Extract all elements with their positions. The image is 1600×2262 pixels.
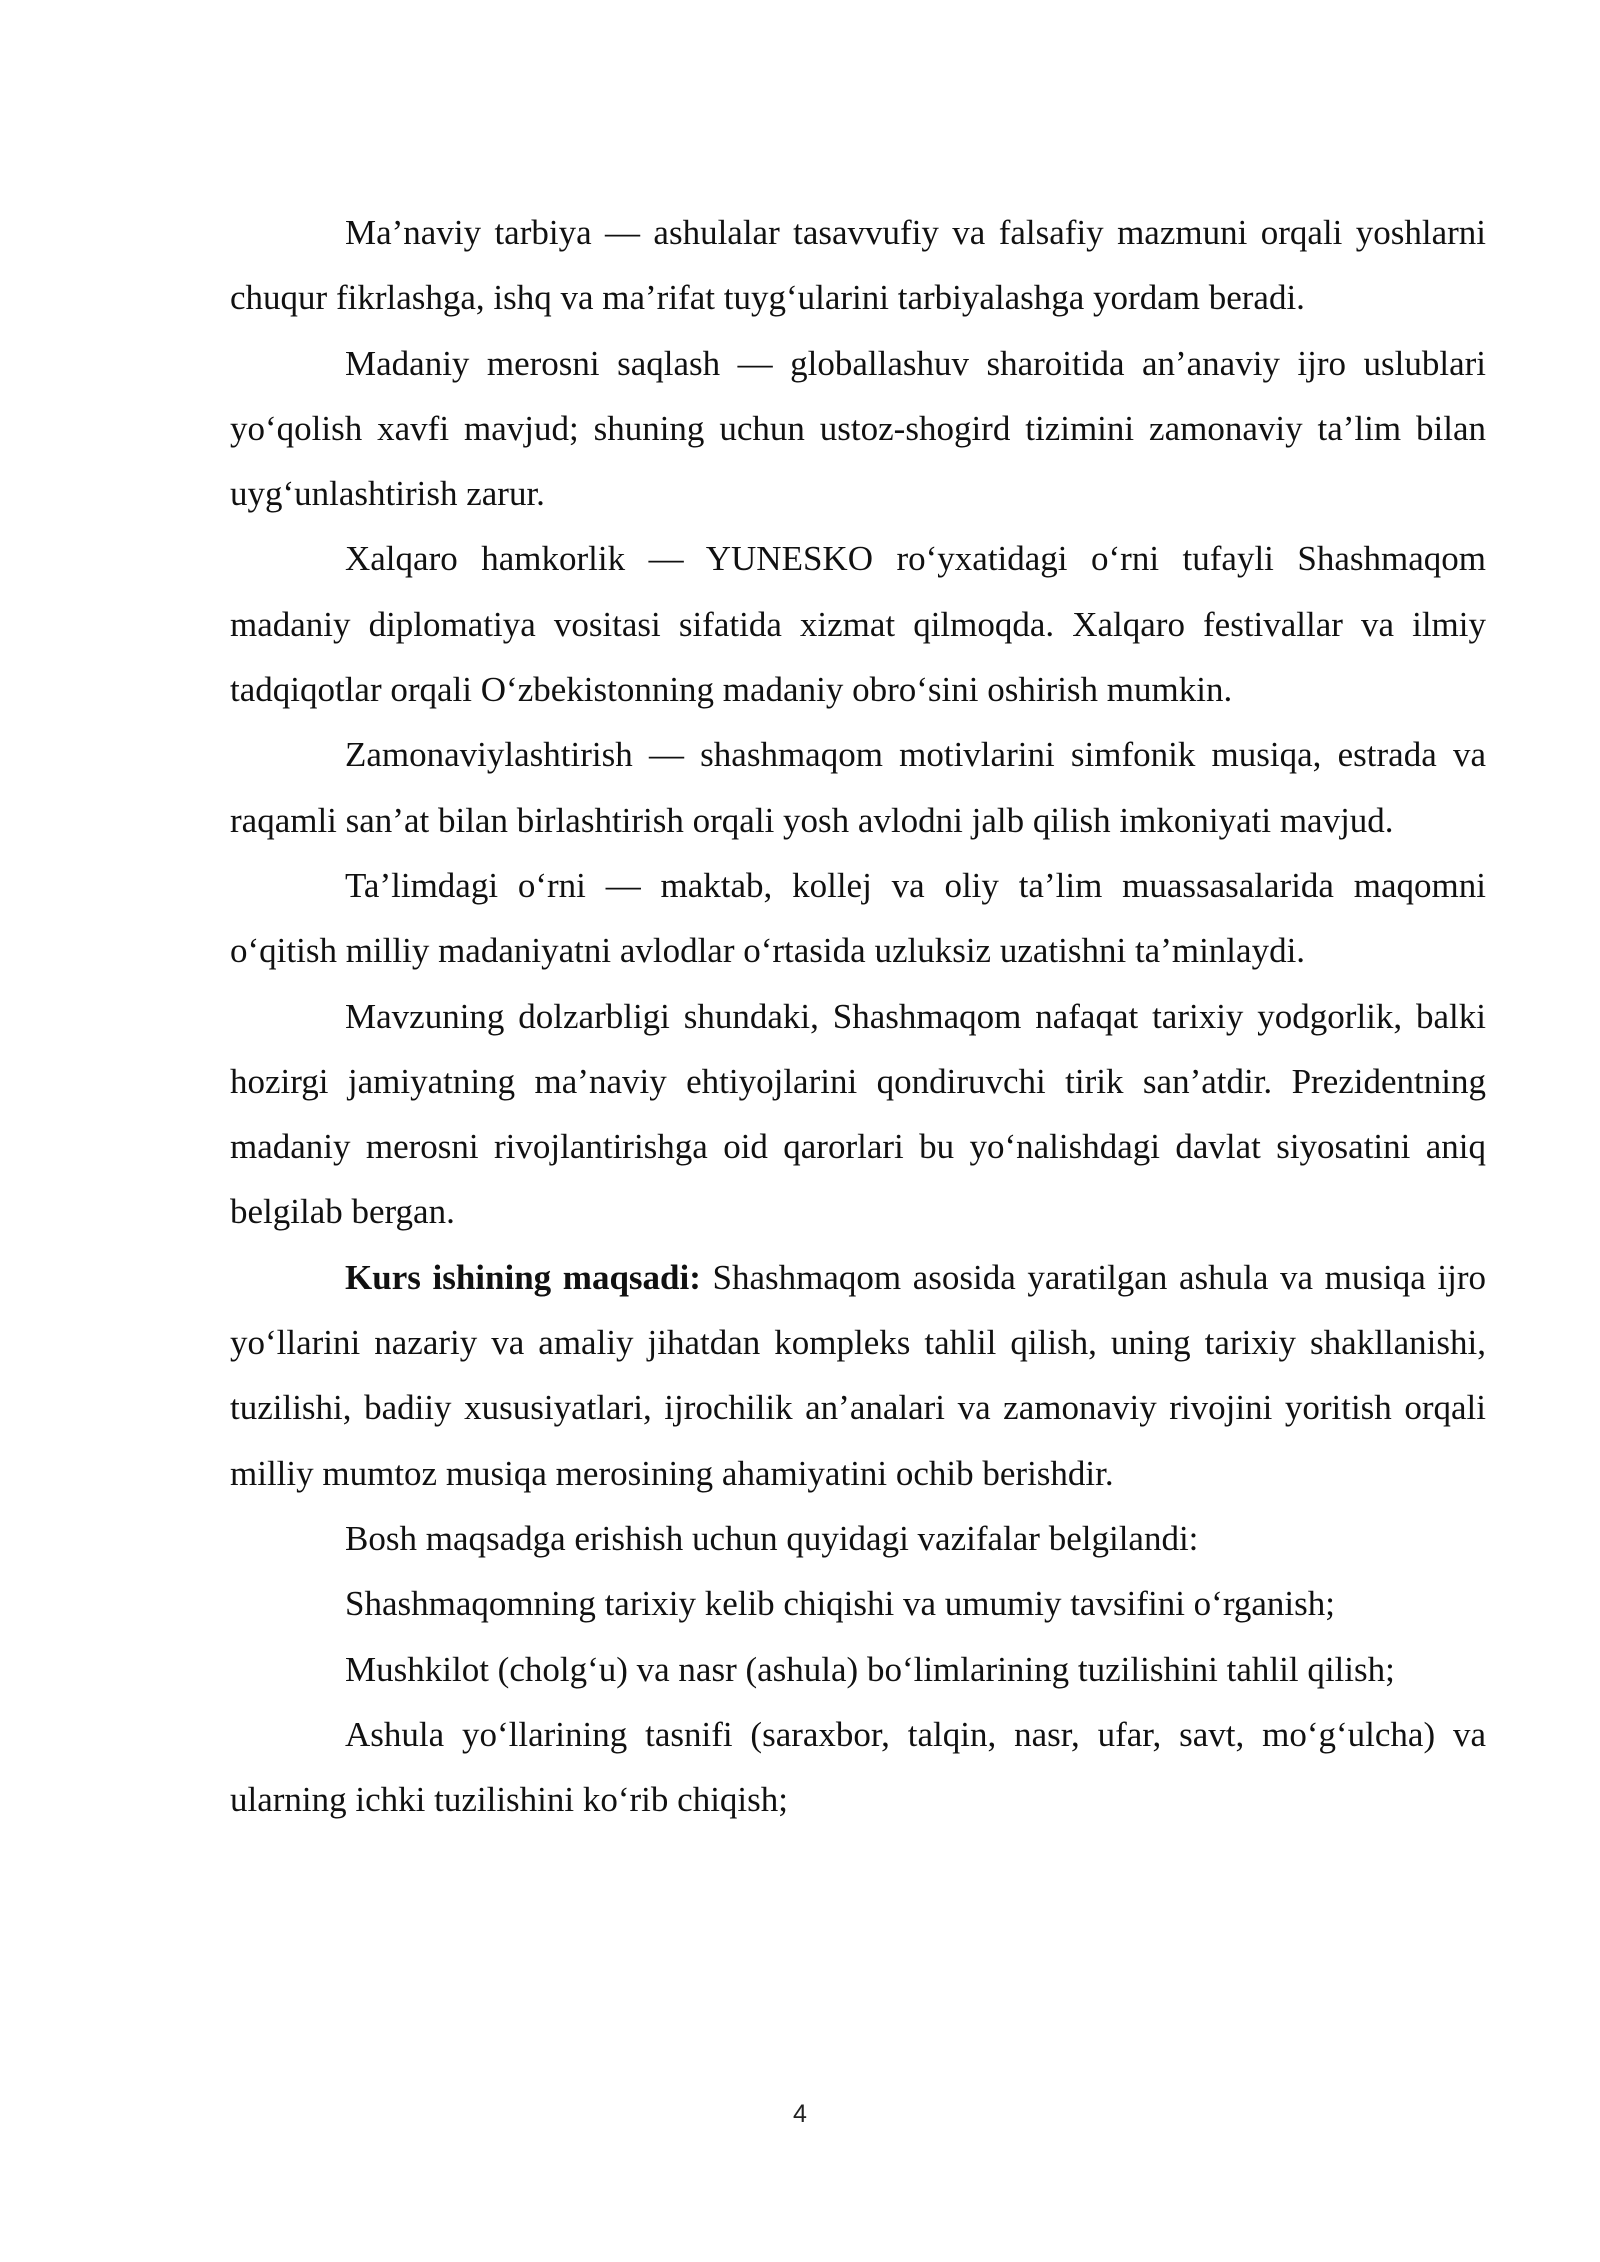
task-item: Shashmaqomning tarixiy kelib chiqishi va umumiy tavsifini o‘rganish; (345, 1584, 1335, 1624)
paragraph-cultural-heritage: Madaniy merosni saqlash — globallashuv sharoitida an’anaviy ijro uslublari yo‘qolish xavfi mavjud; shuning uchun ustoz-shogird tizimini zamonaviy ta’lim bilan uyg‘unlashtirish zarur. (230, 343, 1486, 514)
course-goal-heading: Kurs ishining maqsadi: (345, 1257, 701, 1297)
paragraph-course-goal: Kurs ishining maqsadi: Shashmaqom asosida yaratilgan ashula va musiqa ijro yo‘llarini nazariy va amaliy jihatdan kompleks tahlil qilish, uning tarixiy shakllanishi, tuzilishi, badiiy xususiyatlari, ijrochilik an’analari va zamonaviy rivojini yoritish orqali milliy mumtoz musiqa merosining ahamiyatini ochib berishdir. (230, 1257, 1486, 1493)
page-number: 4 (793, 2100, 807, 2128)
paragraph-relevance: Mavzuning dolzarbligi shundaki, Shashmaqom nafaqat tarixiy yodgorlik, balki hozirgi jamiyatning ma’naviy ehtiyojlarini qondiruvchi tirik san’atdir. Prezidentning madaniy merosni rivojlantirishga oid qarorlari bu yo‘nalishdagi davlat siyosatini aniq belgilab bergan. (230, 996, 1486, 1232)
paragraph-tasks-intro: Bosh maqsadga erishish uchun quyidagi vazifalar belgilandi: (345, 1518, 1199, 1558)
paragraph-international-cooperation: Xalqaro hamkorlik — YUNESKO ro‘yxatidagi o‘rni tufayli Shashmaqom madaniy diplomatiya vositasi sifatida xizmat qilmoqda. Xalqaro festivallar va ilmiy tadqiqotlar orqali O‘zbekistonning madaniy obro‘sini oshirish mumkin. (230, 539, 1486, 710)
task-item: Mushkilot (cholg‘u) va nasr (ashula) bo‘limlarining tuzilishini tahlil qilish; (345, 1649, 1395, 1689)
task-item: Ashula yo‘llarining tasnifi (saraxbor, talqin, nasr, ufar, savt, mo‘g‘ulcha) va ularning ichki tuzilishini ko‘rib chiqish; (230, 1714, 1486, 1820)
paragraph-modernization: Zamonaviylashtirish — shashmaqom motivlarini simfonik musiqa, estrada va raqamli san’at bilan birlashtirish orqali yosh avlodni jalb qilish imkoniyati mavjud. (230, 735, 1486, 840)
paragraph-spiritual-education: Ma’naviy tarbiya — ashulalar tasavvufiy va falsafiy mazmuni orqali yoshlarni chuqur fikrlashga, ishq va ma’rifat tuyg‘ularini tarbiyalashga yordam beradi. (230, 213, 1486, 318)
paragraph-education-role: Ta’limdagi o‘rni — maktab, kollej va oliy ta’lim muassasalarida maqomni o‘qitish milliy madaniyatni avlodlar o‘rtasida uzluksiz uzatishni ta’minlaydi. (230, 865, 1486, 971)
document-body (230, 200, 1486, 1832)
